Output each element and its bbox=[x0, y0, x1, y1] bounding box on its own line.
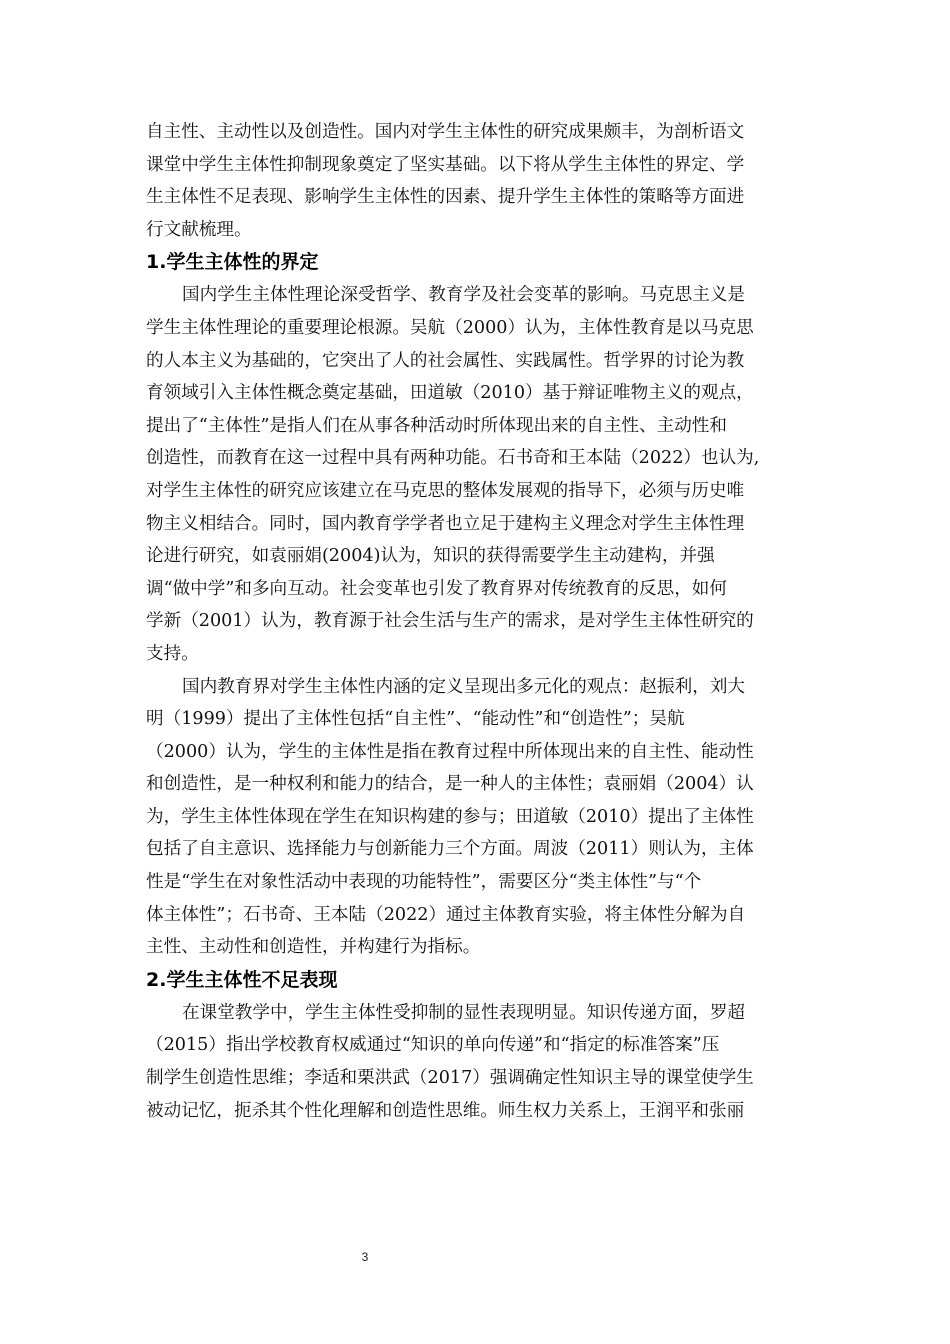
paragraph-line: 性是“学生在对象性活动中表现的功能特性”，需要区分“类主体性”与“个 bbox=[146, 872, 702, 893]
paragraph-line: 制学生创造性思维；李适和栗洪武（2017）强调确定性知识主导的课堂使学生 bbox=[146, 1068, 754, 1089]
paragraph-line: （2015）指出学校教育权威通过“知识的单向传递”和“指定的标准答案”压 bbox=[146, 1035, 720, 1056]
paragraph-line: 和创造性，是一种权利和能力的结合，是一种人的主体性；袁丽娟（2004）认 bbox=[146, 774, 754, 795]
paragraph-line: 明（1999）提出了主体性包括“自主性”、“能动性”和“创造性”；吴航 bbox=[146, 709, 685, 730]
paragraph-line: 被动记忆，扼杀其个性化理解和创造性思维。师生权力关系上，王润平和张丽 bbox=[146, 1100, 745, 1121]
section-heading-2: 2.学生主体性不足表现 bbox=[146, 968, 338, 991]
paragraph-line: 育领域引入主体性概念奠定基础，田道敏（2010）基于辩证唯物主义的观点， bbox=[146, 383, 754, 404]
paragraph-line: 创造性，而教育在这一过程中具有两种功能。石书奇和王本陆（2022）也认为, bbox=[146, 448, 760, 469]
paragraph-line: 提出了“主体性”是指人们在从事各种活动时所体现出来的自主性、主动性和 bbox=[146, 415, 727, 436]
paragraph-line: 为，学生主体性体现在学生在知识构建的参与；田道敏（2010）提出了主体性 bbox=[146, 806, 754, 827]
intro-line: 自主性、主动性以及创造性。国内对学生主体性的研究成果颇丰，为剖析语文 bbox=[146, 122, 745, 142]
paragraph-line: 的人本主义为基础的，它突出了人的社会属性、实践属性。哲学界的讨论为教 bbox=[146, 350, 745, 371]
intro-line: 行文献梳理。 bbox=[146, 219, 252, 240]
paragraph-line: 国内学生主体性理论深受哲学、教育学及社会变革的影响。马克思主义是 bbox=[182, 285, 746, 306]
paragraph-line: 学生主体性理论的重要理论根源。吴航（2000）认为，主体性教育是以马克思 bbox=[146, 317, 754, 338]
paragraph-line: 在课堂教学中，学生主体性受抑制的显性表现明显。知识传递方面，罗超 bbox=[182, 1002, 746, 1023]
paragraph-line: 支持。 bbox=[146, 643, 199, 664]
paragraph-line: 国内教育界对学生主体性内涵的定义呈现出多元化的观点：赵振利，刘大 bbox=[182, 676, 746, 697]
paragraph-line: 包括了自主意识、选择能力与创新能力三个方面。周波（2011）则认为，主体 bbox=[146, 839, 754, 860]
section-heading-1: 1.学生主体性的界定 bbox=[146, 251, 319, 274]
paragraph-line: 主性、主动性和创造性，并构建行为指标。 bbox=[146, 937, 481, 958]
document-body bbox=[146, 116, 806, 1127]
section2-paragraph-1 bbox=[146, 997, 806, 1127]
paragraph-line: 学新（2001）认为，教育源于社会生活与生产的需求，是对学生主体性研究的 bbox=[146, 611, 754, 632]
paragraph-line: 对学生主体性的研究应该建立在马克思的整体发展观的指导下，必须与历史唯 bbox=[146, 480, 745, 501]
paragraph-line: 调“做中学”和多向互动。社会变革也引发了教育界对传统教育的反思，如何 bbox=[146, 578, 727, 599]
paragraph-line: （2000）认为，学生的主体性是指在教育过程中所体现出来的自主性、能动性 bbox=[146, 741, 754, 762]
paragraph-line: 物主义相结合。同时，国内教育学学者也立足于建构主义理念对学生主体性理 bbox=[146, 513, 745, 534]
intro-line: 课堂中学生主体性抑制现象奠定了坚实基础。以下将从学生主体性的界定、学 bbox=[146, 154, 745, 175]
intro-line: 生主体性不足表现、影响学生主体性的因素、提升学生主体性的策略等方面进 bbox=[146, 187, 745, 208]
section1-paragraph-2 bbox=[146, 671, 806, 964]
section1-paragraph-1 bbox=[146, 279, 806, 670]
paragraph-line: 论进行研究，如袁丽娟(2004)认为，知识的获得需要学生主动建构，并强 bbox=[146, 546, 715, 567]
paragraph-line: 体主体性”；石书奇、王本陆（2022）通过主体教育实验，将主体性分解为自 bbox=[146, 904, 746, 925]
page-number: 3 bbox=[361, 1250, 369, 1264]
